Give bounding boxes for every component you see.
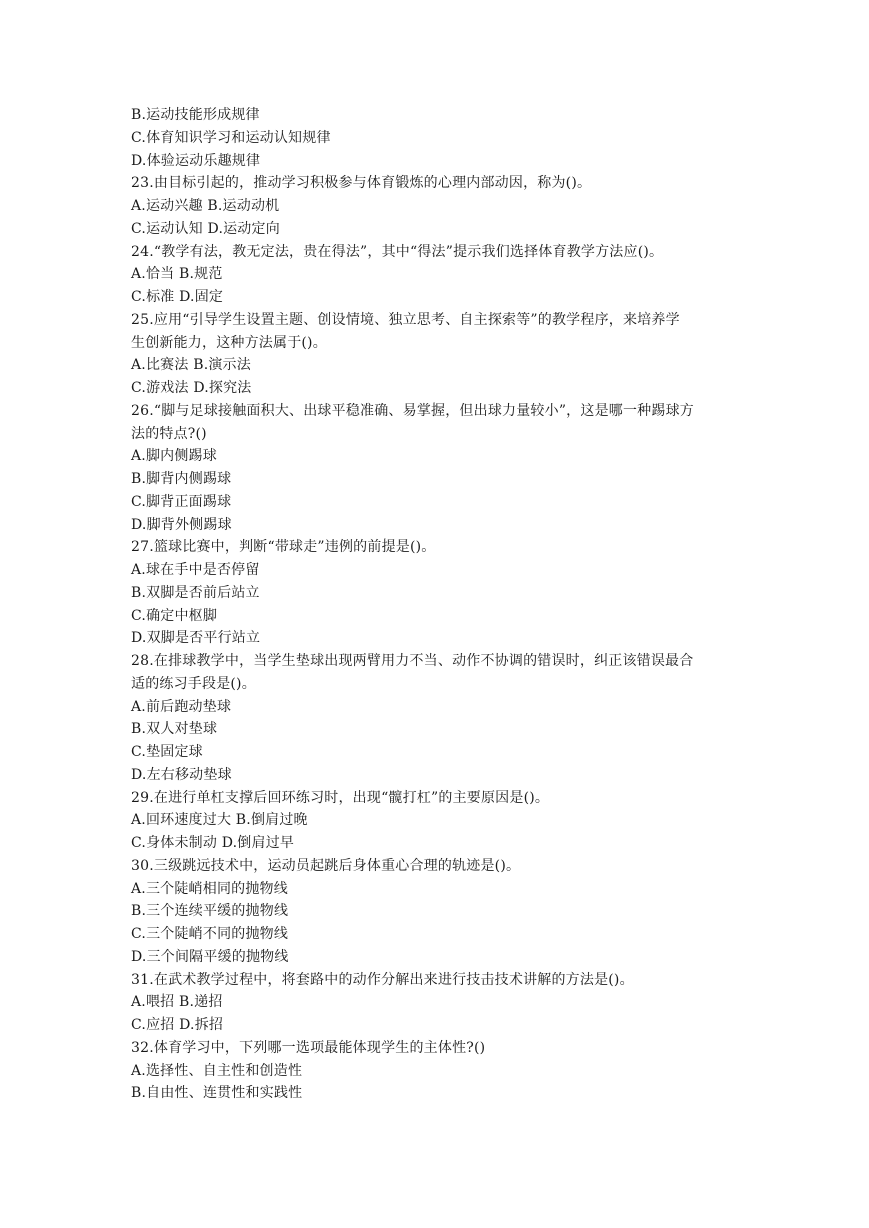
text-line: D.体验运动乐趣规律 [131, 152, 261, 169]
text-line: A.前后跑动垫球 [131, 698, 232, 715]
text-line: A.球在手中是否停留 [131, 562, 260, 578]
text-line: A.比赛法 B.演示法 [131, 357, 251, 374]
text-line: 适的练习手段是()。 [131, 675, 256, 692]
question-32: 32.体育学习中，下列哪一选项最能体现学生的主体性?() [131, 1039, 486, 1056]
text-line: A.恰当 B.规范 [131, 266, 223, 283]
text-line: 生创新能力，这种方法属于()。 [131, 334, 327, 351]
text-line: B.自由性、连贯性和实践性 [131, 1085, 303, 1102]
text-line: A.选择性、自主性和创造性 [131, 1062, 303, 1079]
question-25: 25.应用“引导学生设置主题、创设情境、独立思考、自主探索等”的教学程序，来培养学 [131, 311, 680, 328]
text-line: C.三个陡峭不同的抛物线 [131, 926, 289, 942]
text-line: B.双人对垫球 [131, 721, 218, 738]
text-line: D.双脚是否平行站立 [131, 630, 261, 647]
text-line: A.脚内侧踢球 [131, 448, 217, 465]
text-line: C.垫固定球 [131, 744, 203, 760]
question-28: 28.在排球教学中，当学生垫球出现两臂用力不当、动作不协调的错误时，纠正该错误最合 [131, 653, 694, 669]
question-26: 26.“脚与足球接触面积大、出球平稳准确、易掌握，但出球力量较小”，这是哪一种踢球方 [131, 402, 694, 419]
text-line: B.双脚是否前后站立 [131, 584, 260, 601]
text-line: A.回环速度过大 B.倒肩过晚 [131, 812, 308, 829]
text-line: 法的特点?() [131, 425, 207, 442]
text-line: A.运动兴趣 B.运动动机 [131, 198, 280, 214]
text-line: C.标准 D.固定 [131, 289, 224, 305]
text-line: B.三个连续平缓的抛物线 [131, 903, 289, 920]
question-29: 29.在进行单杠支撑后回环练习时，出现“髋打杠”的主要原因是()。 [131, 789, 550, 806]
question-27: 27.篮球比赛中，判断“带球走”违例的前提是()。 [131, 539, 436, 556]
text-line: C.确定中枢脚 [131, 607, 218, 624]
text-line: D.脚背外侧踢球 [131, 516, 232, 533]
question-30: 30.三级跳远技术中，运动员起跳后身体重心合理的轨迹是()。 [131, 857, 521, 874]
text-line: C.体育知识学习和运动认知规律 [131, 129, 331, 146]
text-line: A.喂招 B.递招 [131, 994, 223, 1011]
text-line: B.脚背内侧踢球 [131, 471, 232, 487]
text-line: B.运动技能形成规律 [131, 107, 260, 123]
question-23: 23.由目标引起的，推动学习积极参与体育锻炼的心理内部动因，称为()。 [131, 175, 592, 192]
question-31: 31.在武术教学过程中，将套路中的动作分解出来进行技击技术讲解的方法是()。 [131, 971, 634, 988]
text-line: C.运动认知 D.运动定向 [131, 220, 280, 237]
text-line: A.三个陡峭相同的抛物线 [131, 880, 288, 897]
question-24: 24.“教学有法，教无定法，贵在得法”，其中“得法”提示我们选择体育教学方法应()。 [131, 243, 664, 260]
text-line: D.左右移动垫球 [131, 766, 232, 783]
text-line: C.游戏法 D.探究法 [131, 380, 252, 396]
text-line: C.脚背正面踢球 [131, 493, 232, 510]
text-line: D.三个间隔平缓的抛物线 [131, 948, 289, 965]
document-page [131, 104, 751, 1105]
text-line: C.应招 D.拆招 [131, 1017, 224, 1033]
text-line: C.身体未制动 D.倒肩过早 [131, 835, 295, 851]
